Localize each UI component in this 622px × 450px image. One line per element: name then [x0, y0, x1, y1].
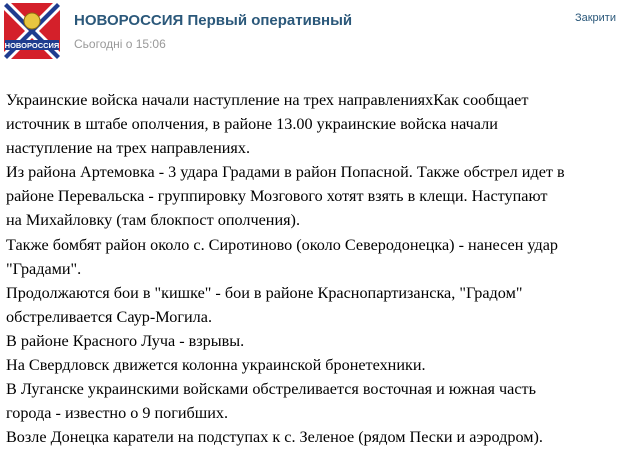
post-text-line: Продолжаются бои в "кишке" - бои в районе Краснопартизанска, "Градом"	[6, 283, 523, 302]
post-text-line: Из района Артемовка - 3 удара Градами в район Попасной. Также обстрел идет в	[6, 163, 565, 182]
post-text-fragment: Как сообщает	[433, 91, 529, 109]
post-text-fragment: Украинские войска начали наступление на трех направлениях	[6, 91, 434, 109]
post-header	[0, 0, 622, 64]
avatar-caption: НОВОРОССИЯ	[4, 41, 60, 50]
post-text-line: "Градами".	[6, 259, 82, 278]
post-text-line: районе Перевальска - группировку Мозгового хотят взять в клещи. Наступают	[6, 187, 548, 206]
post-text-line: В Луганске украинскими войсками обстреливается восточная и южная часть	[6, 380, 537, 399]
hide-post-button[interactable]: Закрити	[574, 12, 616, 24]
post-text-line: Также бомбят район около с. Сиротиново (около Северодонецка) - нанесен удар	[6, 235, 558, 254]
post-body	[6, 88, 618, 449]
post-text-line: источник в штабе ополчения, в районе 13.00 украинские войска начали	[6, 115, 498, 134]
post-text-line: на Михайловку (там блокпост ополчения).	[6, 211, 300, 230]
novorossiya-flag-avatar-icon	[4, 3, 60, 59]
post-text-line: наступление на трех направлениях.	[6, 139, 251, 158]
post-timestamp[interactable]: Сьогодні о 15:06	[74, 37, 166, 51]
post-text-line: обстреливается Саур-Могила.	[6, 307, 212, 326]
group-avatar[interactable]	[4, 3, 60, 59]
post-text-line: На Свердловск движется колонна украинской бронетехники.	[6, 356, 426, 375]
post-text-line: Возле Донецка каратели на подступах к с. Зеленое (рядом Пески и аэродром).	[6, 428, 543, 447]
post-text-line: В районе Красного Луча - взрывы.	[6, 331, 245, 350]
post-text-line: города - известно о 9 погибших.	[6, 404, 229, 423]
post-text-line	[6, 88, 618, 112]
group-name-link[interactable]: НОВОРОССИЯ Первый оперативный	[74, 12, 353, 29]
